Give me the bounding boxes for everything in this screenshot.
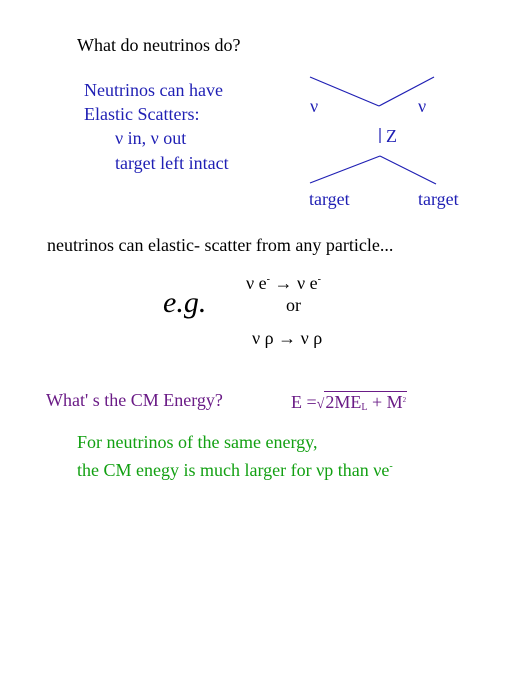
diagram-label-target-right: target [418,189,459,209]
conclusion-line-2 [77,457,393,480]
conclusion-than: than [333,460,374,480]
reaction-2-rhs: ν ρ [300,328,323,348]
diagram-target-out-line [380,156,436,184]
nu-p-symbol: νp [316,460,334,480]
nu-e-symbol: νe [373,460,390,480]
formula-radicand [324,391,407,412]
intro-line-3-mid: in, [123,128,151,148]
formula-term-m: + M [367,392,403,412]
electron-symbol: e [309,273,318,293]
nu-symbol: ν [115,128,124,148]
sqrt-icon: √ [316,397,325,412]
diagram-label-target-left: target [309,189,350,209]
charge-superscript: - [389,461,393,472]
reaction-2-lhs: ν ρ [252,328,274,348]
electron-symbol: e [258,273,267,293]
charge-superscript: - [317,274,321,285]
nu-symbol: ν [246,273,255,293]
statement-text: neutrinos can elastic- scatter from any particle... [47,235,394,255]
diagram-label-z: Z [386,126,397,146]
conclusion-line-1: For neutrinos of the same energy, [77,432,318,452]
cm-energy-formula [291,390,407,418]
intro-line-2: Elastic Scatters: [84,104,200,124]
diagram-label-nu-right: ν [418,96,427,116]
diagram-nu-in-line [310,77,379,106]
or-label: or [286,295,301,315]
nu-symbol: ν [150,128,159,148]
conclusion-line-2-text: the CM enegy is much larger for [77,460,317,480]
formula-superscript: 2 [402,396,407,404]
formula-lhs: E = [291,392,317,412]
intro-line-1: Neutrinos can have [84,80,223,100]
diagram-target-in-line [310,156,380,183]
formula-subscript: L [361,402,368,413]
reaction-1 [246,270,321,293]
reaction-2 [252,328,322,348]
diagram-label-nu-left: ν [310,96,319,116]
intro-line-3-end: out [158,128,187,148]
page-title: What do neutrinos do? [77,35,241,55]
arrow-icon: → [274,273,293,293]
arrow-icon: → [278,328,297,348]
formula-term-2me: 2ME [325,392,362,412]
intro-line-4: target left intact [115,153,229,173]
nu-symbol: ν [296,273,306,293]
cm-energy-question: What' s the CM Energy? [46,390,223,410]
eg-label: e.g. [163,286,207,319]
charge-superscript: - [266,274,270,285]
